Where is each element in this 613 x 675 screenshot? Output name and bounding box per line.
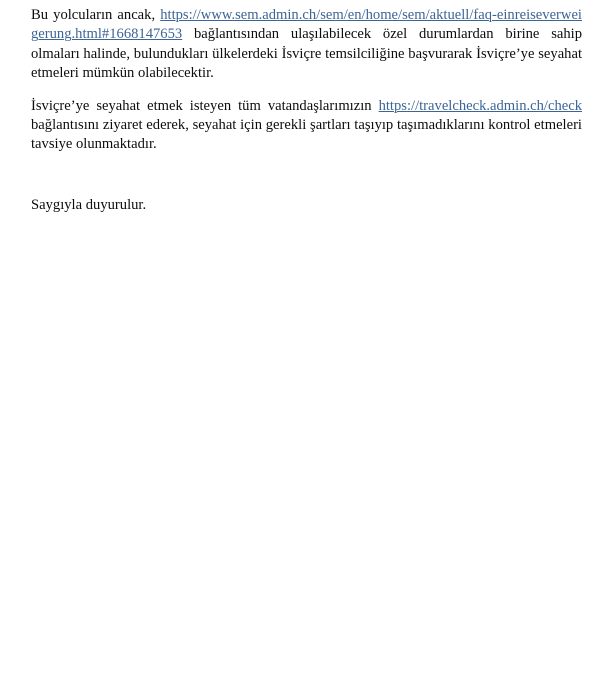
paragraph-travel-conditions bbox=[31, 6, 582, 84]
travelcheck-admin-link[interactable]: https://travelcheck.admin.ch/check bbox=[378, 97, 582, 114]
paragraph2-trailing-text: bağlantısını ziyaret ederek, seyahat için gerekli şartları taşıyıp taşımadıklarını kontrol etmeleri tavsiye olunmaktadır. bbox=[31, 117, 582, 153]
document-body bbox=[31, 6, 582, 215]
closing-salutation: Saygıyla duyurulur. bbox=[31, 196, 147, 213]
sem-admin-faq-link[interactable]: https://www.sem.admin.ch/sem/en/home/sem/aktuell/faq-einreiseverweigerung.html#1668147653 bbox=[31, 7, 582, 43]
paragraph1-lead-text: Bu yolcuların ancak, bbox=[31, 7, 161, 23]
paragraph2-lead-text: İsviçre’ye seyahat etmek isteyen tüm vatandaşlarımızın bbox=[31, 97, 379, 114]
paragraph1-trailing-text: bağlantısından ulaşılabilecek özel durumlardan birine sahip olmaları halinde, bulundukları ülkelerdeki İsviçre temsilciliğine başvurarak İsviçre’ye seyahat etmeleri mümkün olabilecektir. bbox=[31, 26, 582, 82]
paragraph-travelcheck-recommendation bbox=[31, 97, 582, 155]
